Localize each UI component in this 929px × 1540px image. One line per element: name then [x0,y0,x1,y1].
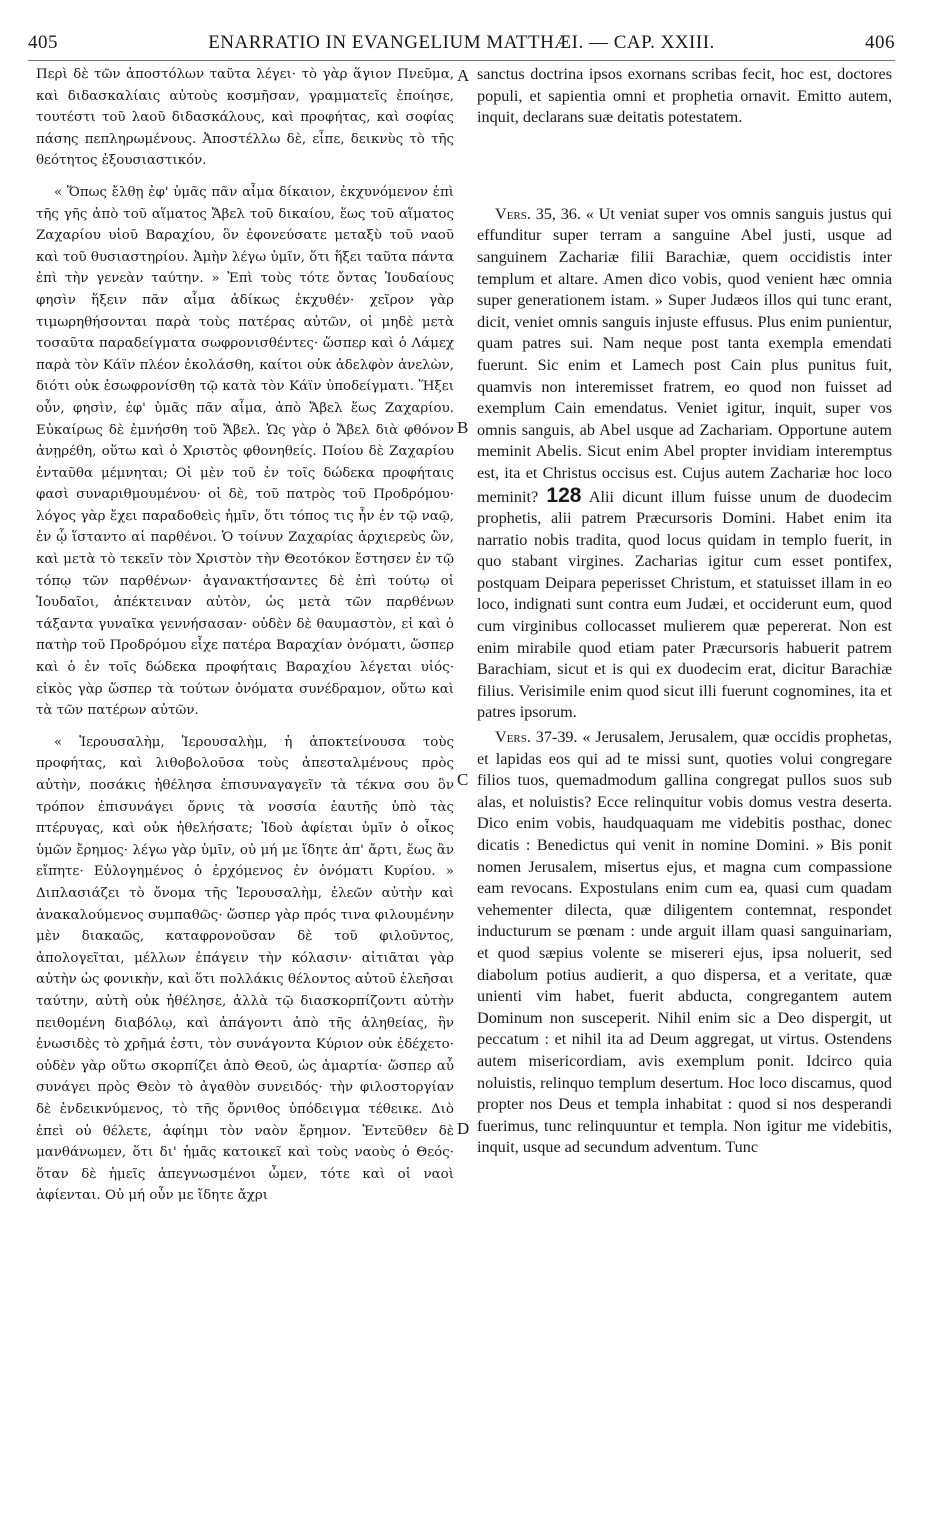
greek-column [36,64,454,1207]
margin-marker-b: B [457,418,469,437]
verse-reference: Vers. 37-39. [495,728,578,747]
margin-marker-c: C [457,770,469,789]
latin-paragraph-2 [477,204,892,724]
running-title: ENARRATIO IN EVANGELIUM MATTHÆI. — CAP. XXIII. [208,32,715,53]
running-header [28,32,895,62]
page-number-right: 406 [865,32,895,53]
greek-paragraph-1: Περὶ δὲ τῶν ἀποστόλων ταῦτα λέγει· τὸ γὰρ ἅγιον Πνεῦμα, καὶ διδασκαλίαις αὐτοὺς κοσμῆσαν, γραμματεῖς ἐποίησε, τουτέστι τοῦ λαοῦ διδασκάλους, καὶ προφήτας, καὶ σοφίας πάσης πεπληρωμένους. Ἀποστέλλω δὲ, εἶπε, δεικνὺς τὸ τῆς θεότητος ἐξουσιαστικόν. [36,67,454,169]
latin-paragraph-3 [477,727,892,1159]
page-number-left: 405 [28,32,58,53]
column-number: 128 [546,483,582,507]
margin-marker-d: D [457,1119,470,1138]
latin-paragraph-2-text: « Ut veniat super vos omnis sanguis justus qui effunditur super terram a sanguine Abel justi, usque ad sanguinem Zachariæ filii Barachiæ, quem occidistis inter templum et altare. Amen dico vobis, quod venient hæc omnia super generationem istam. » Super Judæos illos qui tunc erant, dicit, veniet omnis sanguis injuste effusus. Plus enim punientur, quam patres sui. Nam neque post tanta exempla emendati fuerunt. Sic enim et Lamech post Cain plus punitus fuit, quamvis non interemisset fratrem, eo quod non fuisset ad exemplum Cain emendatus. Veniet igitur, inquit, super vos omnis sanguis, ab Abel usque ad Zachariam. Opportune autem meminit Abelis. Sicut enim Abel propter invidiam interemptus est, ita et Christus occisus est. Cujus autem Zachariæ hoc loco meminit? [477,204,892,506]
latin-paragraph-1: sanctus doctrina ipsos exornans scribas fecit, hoc est, doctores populi, et sapientia omni et prophetia ornavit. Emitto autem, inquit, declarans suæ deitatis potestatem. [477,65,892,127]
greek-paragraph-3: « Ἱερουσαλὴμ, Ἱερουσαλὴμ, ἡ ἀποκτείνουσα τοὺς προφήτας, καὶ λιθοβολοῦσα τοὺς ἀπεσταλμένους πρὸς αὐτὴν, ποσάκις ἠθέλησα ἐπισυναγαγεῖν τὰ τέκνα σου ὃν τρόπον ἐπισυνάγει ὄρνις τὰ νοσσία ἑαυτῆς ὑπὸ τὰς πτέρυγας, καὶ οὐκ ἠθελήσατε; Ἰδοὺ ἀφίεται ὑμῖν ὁ οἶκος ὑμῶν ἔρημος· λέγω γὰρ ὑμῖν, οὐ μή με ἴδητε ἀπ' ἄρτι, ἕως ἂν εἴπητε· Εὐλογημένος ὁ ἐρχόμενος ἐν ὀνόματι Κυρίου. » Διπλασιάζει τὸ ὄνομα τῆς Ἱερουσαλὴμ, ἐλεῶν αὐτὴν καὶ ἀνακαλούμενος συμπαθῶς· ὥσπερ γὰρ πρός τινα φιλουμένην μὲν διακαῶς, καταφρονοῦσαν δὲ τοῦ φιλοῦντος, ἀπολογεῖται, μέλλων ἐπάγειν τὴν κόλασιν· αἰτιᾶται γὰρ αὐτὴν ὡς φονικὴν, καὶ ὅτι πολλάκις θέλοντος αὐτοῦ ἐλεῆσαι ταύτην, αὐτὴ οὐκ ἠθέλησε, ἀλλὰ τῷ διασκορπίζοντι αὐτὴν πειθομένη διαβόλῳ, καὶ ἀπάγοντι ἀπὸ τῆς ἀληθείας, ἣν ἐνωσιδὲς τὸ χρῆμά ἐστι, τὸν συνάγοντα Κύριον οὐκ ἐδέχετο· οὐδὲν γὰρ οὕτω σκορπίζει ἀπὸ Θεοῦ, ὡς ἁμαρτία· ὥσπερ αὖ συνάγει πρὸς Θεὸν τὸ ἀγαθὸν συνειδός· τὴν φιλοστοργίαν δὲ ἐνδεικνύμενος, τὸ τῆς ὄρνιθος ὑπόδειγμα τέθεικε. Διὸ ἐπεὶ οὐ θέλετε, ἀφίημι τὸν ναὸν ἔρημον. Ἐντεῦθεν δὲ μανθάνωμεν, ὅτι δι' ἡμᾶς κατοικεῖ καὶ τοὺς ναοὺς ὁ Θεός· ὅταν δὲ ἡμεῖς ἀπεγνωσμένοι ὦμεν, τότε καὶ οἱ ναοὶ ἀφίενται. Οὐ μή οὖν με ἴδητε ἄχρι [36,734,454,1204]
greek-paragraph-2: « Ὅπως ἔλθῃ ἐφ' ὑμᾶς πᾶν αἷμα δίκαιον, ἐκχυνόμενον ἐπὶ τῆς γῆς ἀπὸ τοῦ αἵματος Ἄβελ τοῦ δικαίου, ἕως τοῦ αἵματος Ζαχαρίου υἱοῦ Βαραχίου, ὃν ἐφονεύσατε μεταξὺ τοῦ ναοῦ καὶ τοῦ θυσιαστηρίου. Ἀμὴν λέγω ὑμῖν, ὅτι ἥξει ταῦτα πάντα ἐπὶ τὴν γενεὰν ταύτην. » Ἐπὶ τοὺς τότε ὄντας Ἰουδαίους φησὶν ἥξειν πᾶν αἷμα ἀδίκως ἐκχυθέν· χεῖρον γὰρ τιμωρηθήσονται παρὰ τοὺς πατέρας αὐτῶν, οἱ μηδὲ μετὰ τοσαῦτα παραδείγματα σωφρονισθέντες· ὥσπερ καὶ ὁ Λάμεχ παρὰ τὸν Κάϊν πλέον ἐκολάσθη, καίτοι οὐκ ἀδελφὸν ἀνελὼν, διότι οὐκ ἐσωφρονίσθη τῷ κατὰ τὸν Κάϊν ὑποδείγματι. Ἥξει οὖν, φησὶν, ἐφ' ὑμᾶς πᾶν αἷμα, ἀπὸ Ἄβελ ἕως Ζαχαρίου. Εὐκαίρως δὲ ἐμνήσθη τοῦ Ἄβελ. Ὡς γὰρ ὁ Ἄβελ διὰ φθόνον ἀνῃρέθη, οὕτω καὶ ὁ Χριστὸς φθονηθείς. Ποίου δὲ Ζαχαρίου ἐνταῦθα μέμνηται; Οἱ μὲν τοῦ ἐν τοῖς δώδεκα προφήταις φασὶ συναριθμουμένου· οἱ δὲ, τοῦ πατρὸς τοῦ Προδρόμου· λόγος γὰρ ἔχει παραδοθεὶς ἡμῖν, ὅτι τόπος τις ἦν ἐν τῷ ναῷ, ἐν ᾧ ἵσταντο αἱ παρθένοι. Ὁ τοίνυν Ζαχαρίας ἀρχιερεὺς ὢν, καὶ μετὰ τὸ τεκεῖν τὸν Χριστὸν τὴν Θεοτόκον ἔστησεν ἐν τῷ τόπῳ τῶν παρθένων· ἀγανακτήσαντες δὲ ἐπὶ τούτῳ οἱ Ἰουδαῖοι, ἀπέκτειναν αὐτὸν, ὡς μετὰ τῶν παρθένων τάξαντα γυναῖκα γεννήσασαν· οὐδὲν δὲ θαυμαστὸν, εἰ καὶ ὁ πατὴρ τοῦ Προδρόμου εἶχε πατέρα Βαραχίαν ὀνόματι, ὥσπερ καὶ ὁ ἐν τοῖς δώδεκα προφήταις Βαραχίου λέγεται υἱός· εἰκὸς γὰρ ὥσπερ τὰ τούτων ὀνόματα συνέδραμον, οὕτω καὶ τὰ τῶν πατέρων αὐτῶν. [36,184,454,719]
latin-paragraph-2-continued: Alii dicunt illum fuisse unum de duodecim prophetis, alii patrem Præcursoris Domini. Habet enim ita narratio nobis tradita, quod locus quidam in templo fuerit, in quo stabant virgines. Zacharias igitur cum esset pontifex, postquam Deipara peperisset Christum, et statuisset illam in eo loco, indignati sunt contra eum Judæi, et occiderunt eum, quod cum virginibus collocasset mulierem quæ pepererat. Non est enim mirabile quod etiam pater Præcursoris habuerit patrem Barachiam, sicut et is qui ex duodecim erat, dicitur Barachiæ filius. Verisimile enim quod sicut illi fuerunt cognomines, ita et patres ipsorum. [477,487,892,722]
margin-marker-a: A [457,66,470,85]
latin-paragraph-3-text: « Jerusalem, Jerusalem, quæ occidis prophetas, et lapidas eos qui ad te missi sunt, quoties volui congregare filios tuos, quemadmodum gallina congregat pullos suos sub alas, et noluistis? Ecce relinquitur vobis domus vestra deserta. Dico enim vobis, haudquaquam me videbitis posthac, donec dicatis : Benedictus qui venit in nomine Domini. » Bis ponit nomen Jerusalem, misertus ejus, et magna cum compassione eam revocans. Expostulans enim cum ea, quasi cum quadam vehementer dilecta, quæ diligentem contemnat, respondet inducturum se pœnam : unde arguit illam quasi sanguinariam, et quod sæpius volente se misereri ejus, ipsa noluerit, sed diabolum potius audierit, a quo dispersa, et a veritate, quæ unienti vim habet, fuerit abducta, congregantem autem Dominum non susceperit. Nihil enim sic a Deo dispergit, ut peccatum : et nihil ita ad Deum aggregat, ut virtus. Ostendens autem misericordiam, avis exemplum ponit. Idcirco quia noluistis, relinquo templum desertum. Hoc loco discamus, quod propter nos Deus et templa inhabitat : quod si nos desperandi fuerimus, tunc relinquuntur et templa. Non igitur me videbitis, inquit, usque ad secundum adventum. Tunc [477,728,892,1157]
latin-column [477,64,892,1159]
header-rule [28,60,895,61]
verse-reference: Vers. 35, 36. [495,204,581,223]
